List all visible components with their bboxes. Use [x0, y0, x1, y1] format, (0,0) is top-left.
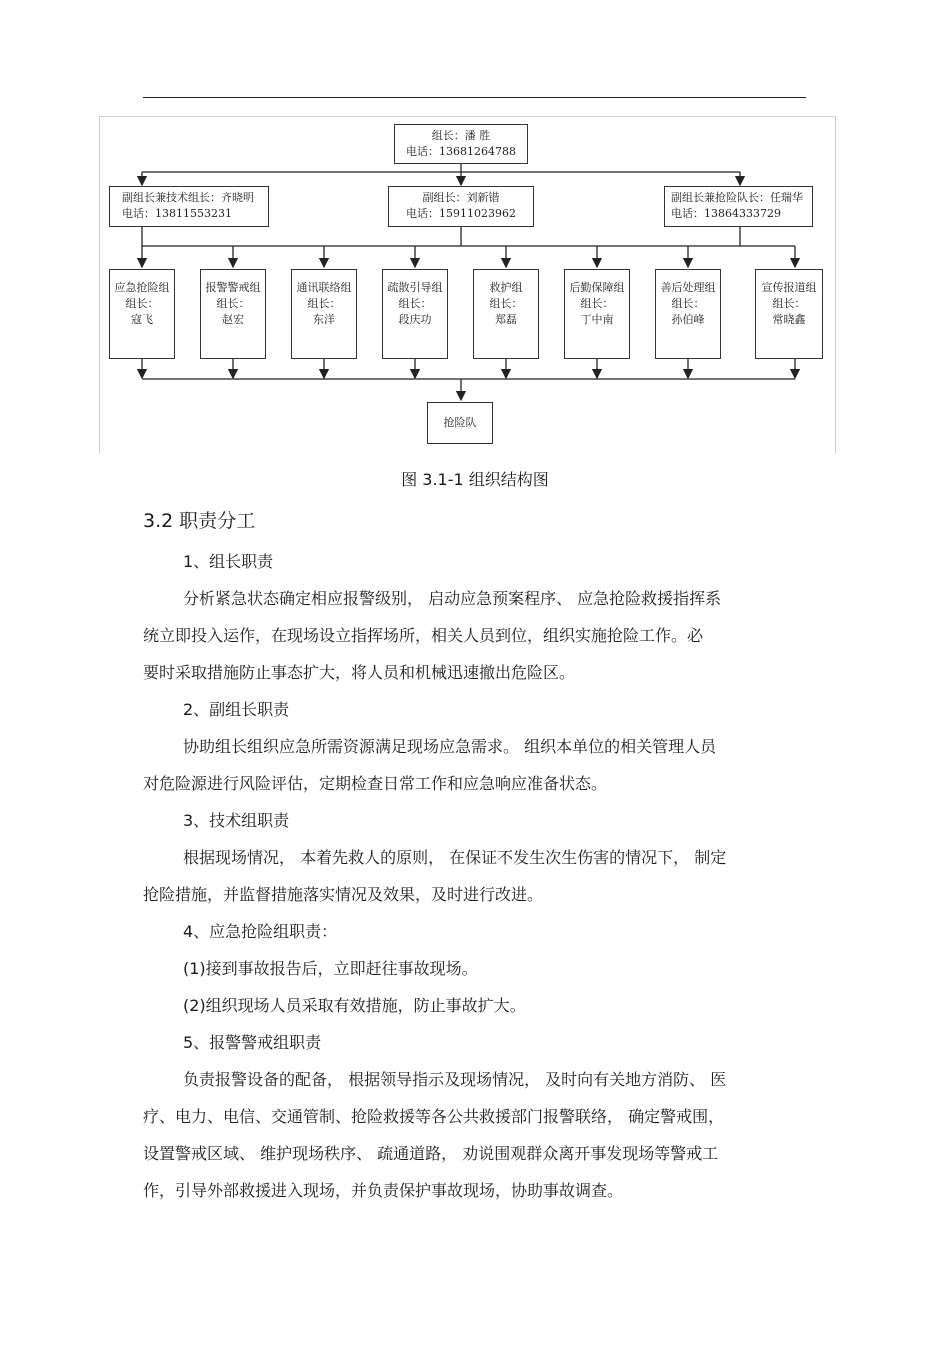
item-heading: 5、报警警戒组职责 [183, 1033, 322, 1052]
group-role: 组长： [580, 297, 614, 310]
group-person: 寇飞 [131, 313, 153, 326]
group-role: 组长： [489, 297, 523, 310]
group-role: 组长： [772, 297, 806, 310]
group-person: 赵宏 [222, 313, 244, 326]
section-title: 3.2 职责分工 [143, 510, 256, 532]
item-heading: 4、应急抢险组职责： [183, 922, 338, 941]
item-heading: 3、技术组职责 [183, 811, 290, 830]
group-person: 东洋 [313, 313, 335, 326]
paragraph-line: 对危险源进行风险评估，定期检查日常工作和应急响应准备状态。 [143, 774, 608, 793]
group-name: 善后处理组 [660, 281, 716, 294]
item-heading: 2、副组长职责 [183, 700, 290, 719]
group-box-4 [382, 269, 448, 359]
rescue-team-label: 抢险队 [443, 416, 477, 429]
figure-caption: 图 3.1-1 组织结构图 [401, 470, 549, 489]
group-person: 丁中南 [580, 313, 614, 326]
group-person: 段庆功 [398, 313, 432, 326]
group-name: 后勤保障组 [569, 281, 625, 294]
group-person: 常晓鑫 [772, 313, 806, 326]
group-box-3 [291, 269, 357, 359]
deputy-box-3 [664, 186, 813, 227]
group-box-5 [473, 269, 539, 359]
deputy-phone: 电话：13811553231 [122, 207, 232, 220]
section-body [143, 543, 811, 1209]
paragraph-line: 抢险措施，并监督措施落实情况及效果，及时进行改进。 [143, 885, 544, 904]
group-role: 组长： [671, 297, 705, 310]
deputy-name: 副组长：刘新锴 [422, 191, 500, 204]
group-name: 救护组 [489, 281, 523, 294]
paragraph-line: 作，引导外部救援进入现场，并负责保护事故现场，协助事故调查。 [143, 1181, 624, 1200]
deputy-phone: 电话：15911023962 [406, 207, 516, 220]
leader-name: 组长：潘 胜 [431, 129, 491, 142]
paragraph-line: 负责报警设备的配备， 根据领导指示及现场情况， 及时向有关地方消防、 医 [183, 1070, 727, 1089]
paragraph-line: 根据现场情况， 本着先救人的原则， 在保证不发生次生伤害的情况下， 制定 [183, 848, 727, 867]
item-heading: 1、组长职责 [183, 552, 274, 571]
group-person: 郑磊 [495, 313, 517, 326]
group-role: 组长： [307, 297, 341, 310]
paragraph-line: 分析紧急状态确定相应报警级别， 启动应急预案程序、 应急抢险救援指挥系 [183, 589, 722, 608]
paragraph-line: (1)接到事故报告后，立即赶往事故现场。 [183, 959, 478, 978]
group-role: 组长： [398, 297, 432, 310]
group-box-7 [655, 269, 721, 359]
deputy-box-1 [109, 186, 269, 227]
deputy-box-2 [388, 186, 534, 227]
group-name: 疏散引导组 [387, 281, 443, 294]
paragraph-line: (2)组织现场人员采取有效措施，防止事故扩大。 [183, 996, 526, 1015]
group-role: 组长： [125, 297, 159, 310]
deputy-phone: 电话：13864333729 [671, 207, 781, 220]
group-box-8 [755, 269, 823, 359]
group-name: 应急抢险组 [114, 281, 170, 294]
group-person: 孙伯峰 [671, 313, 705, 326]
group-role: 组长： [216, 297, 250, 310]
org-chart [99, 116, 836, 453]
deputy-name: 副组长兼技术组长：齐晓明 [122, 191, 254, 204]
group-box-2 [200, 269, 266, 359]
rescue-team-box [427, 402, 493, 444]
paragraph-line: 统立即投入运作，在现场设立指挥场所，相关人员到位，组织实施抢险工作。必 [143, 626, 704, 645]
paragraph-line: 设置警戒区域、 维护现场秩序、 疏通道路， 劝说围观群众离开事发现场等警戒工 [143, 1144, 719, 1163]
leader-phone: 电话：13681264788 [406, 145, 516, 158]
group-name: 宣传报道组 [761, 281, 817, 294]
leader-box [394, 124, 528, 164]
group-name: 报警警戒组 [205, 281, 261, 294]
paragraph-line: 疗、电力、电信、交通管制、抢险救援等各公共救援部门报警联络， 确定警戒围， [143, 1107, 725, 1126]
group-box-6 [564, 269, 630, 359]
deputy-name: 副组长兼抢险队长：任瑞华 [671, 191, 803, 204]
header-rule [143, 97, 806, 98]
group-name: 通讯联络组 [296, 281, 352, 294]
paragraph-line: 要时采取措施防止事态扩大，将人员和机械迅速撤出危险区。 [143, 663, 576, 682]
paragraph-line: 协助组长组织应急所需资源满足现场应急需求。 组织本单位的相关管理人员 [183, 737, 717, 756]
group-box-1 [109, 269, 175, 359]
